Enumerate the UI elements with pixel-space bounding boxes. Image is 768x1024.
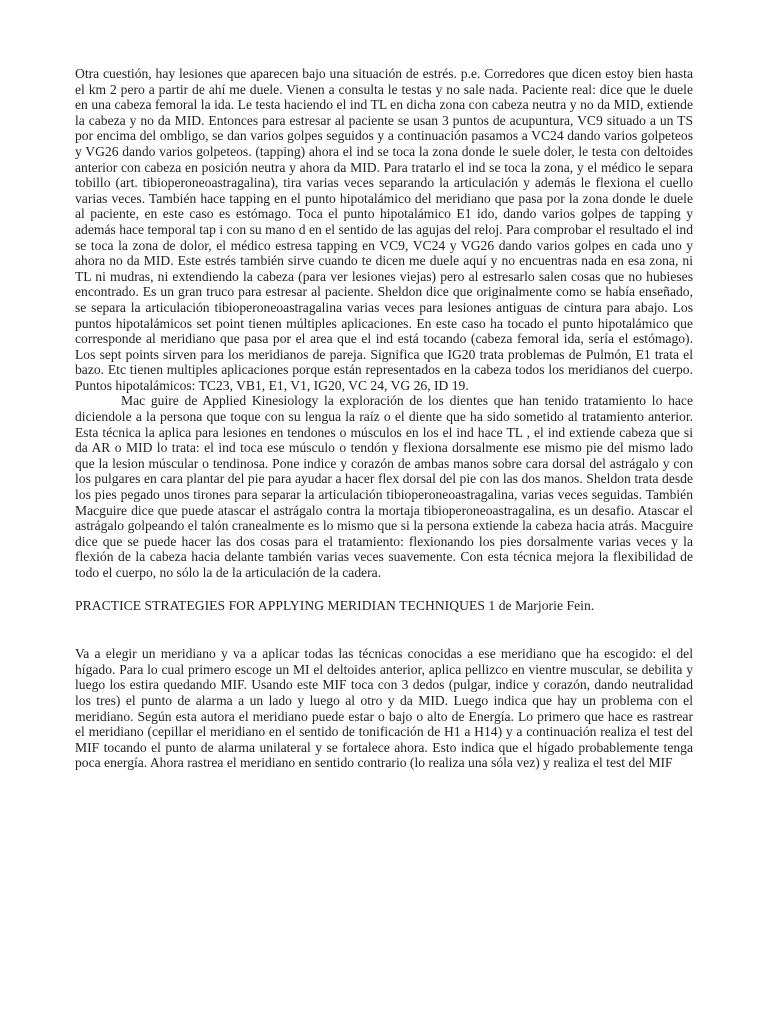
paragraph-liver-meridian: Va a elegir un meridiano y va a aplicar todas las técnicas conocidas a ese meridiano que ha escogido: el del hígado. Para lo cual primero escoge un MI el deltoides anterior, aplica pellizco en vientre muscular, se debilita y luego los estira quedando MIF. Usando este MIF toca con 3 dedos (pulgar, indice y corazón, dando neutralidad los tres) el punto de alarma a un lado y luego al otro y da MID. Luego indica que hay un problema con el meridiano. Según esta autora el meridiano puede estar o bajo o alto de Energía. Lo primero que hace es rastrear el meridiano (cepillar el meridiano en el sentido de tonificación de H1 a H14) y a continuación realiza el test del MIF tocando el punto de alarma unilateral y se fortalece ahora. Esto indica que el hígado probablemente tenga poca energía. Ahora rastrea el meridiano en sentido contrario (lo realiza una sóla vez) y realiza el test del MIF xyxy=(75,646,693,771)
section-heading: PRACTICE STRATEGIES FOR APPLYING MERIDIAN TECHNIQUES 1 de Marjorie Fein. xyxy=(75,597,595,613)
paragraph-macguire-technique: Mac guire de Applied Kinesiology la exploración de los dientes que han tenido tratamiento lo hace diciendole a la persona que toque con su lengua la raíz o el diente que ha sido sometido al tratamiento anterior. Esta técnica la aplica para lesiones en tendones o músculos en los el ind hace TL , el ind extiende cabeza que si da AR o MID lo trata: el ind toca ese músculo o tendón y flexiona dorsalmente ese mismo pie del mismo lado que la lesion múscular o tendinosa. Pone indice y corazón de ambas manos sobre cara dorsal del astrágalo y con los pulgares en cara plantar del pie para ayudar a hacer flex dorsal del pie con las dos manos. Sheldon trata desde los pies pegado unos tirones para separar la articulación tibioperoneoastragalina, varias veces seguidas. También Macguire dice que puede atascar el astrágalo contra la mortaja tibioperoneoastragalina, es un desafio. Atascar el astrágalo golpeando el talón cranealmente es lo mismo que si la persona extiende la cabeza hacia atrás. Macguire dice que se puede hacer las dos cosas para el tratamiento: flexionando los pies dorsalmente varias veces y la flexión de la cabeza hacia delante también varias veces suavemente. Con esta técnica mejora la flexibilidad de todo el cuerpo, no sólo la de la articulación de la cadera. xyxy=(75,393,693,580)
document-page xyxy=(75,66,693,771)
paragraph-stress-lesions: Otra cuestión, hay lesiones que aparecen bajo una situación de estrés. p.e. Corredores que dicen estoy bien hasta el km 2 pero a partir de ahí me duele. Vienen a consulta le testas y no sale nada. Paciente real: dice que le duele en una cabeza femoral la ida. Le testa haciendo el ind TL en dicha zona con cabeza neutra y no da MID, extiende la cabeza y no da MID. Entonces para estresar al paciente se usan 3 puntos de acupuntura, VC9 situado a un TS por encima del ombligo, se dan varios golpes seguidos y a continuación pasamos a VC24 dando varios golpeteos y VG26 dando varios golpeteos. (tapping) ahora el ind se toca la zona donde le suele doler, le testa con deltoides anterior con cabeza en posición neutra y ahora da MID. Para tratarlo el ind se toca la zona, y el médico le separa tobillo (art. tibioperoneoastragalina), tira varias veces separando la articulación y además le flexiona el cuello varias veces. También hace tapping en el punto hipotalámico del meridiano que pasa por la zona donde le duele al paciente, en este caso es estómago. Toca el punto hipotalámico E1 ido, dando varios golpes de tapping y además hace temporal tap i con su mano d en el sentido de las agujas del reloj. Para comprobar el resultado el ind se toca la zona de dolor, el médico estresa tapping en VC9, VC24 y VG26 dando varios golpes en cada uno y ahora no da MID. Este estrés también sirve cuando te dicen me duele aquí y no encuentras nada en esa zona, ni TL ni mudras, ni extendiendo la cabeza (para ver lesiones viejas) pero al estresarlo salen cosas que no hubieses encontrado. Es un gran truco para estresar al paciente. Sheldon dice que originalmente como se había enseñado, se separa la articulación tibioperoneoastragalina varias veces para lesiones antiguas de cintura para abajo. Los puntos hipotalámicos set point tienen múltiples aplicaciones. En este caso ha tocado el punto hipotalámico que corresponde al meridiano que pasa por el area que el ind está tocando (cabeza femoral ida, sería el estómago). Los sept points sirven para los meridianos de pareja. Significa que IG20 trata problemas de Pulmón, E1 trata el bazo. Etc tienen multiples aplicaciones porque están representados en la cabeza todos los meridianos del cuerpo. Puntos hipotalámicos: TC23, VB1, E1, V1, IG20, VC 24, VG 26, ID 19. xyxy=(75,66,693,393)
